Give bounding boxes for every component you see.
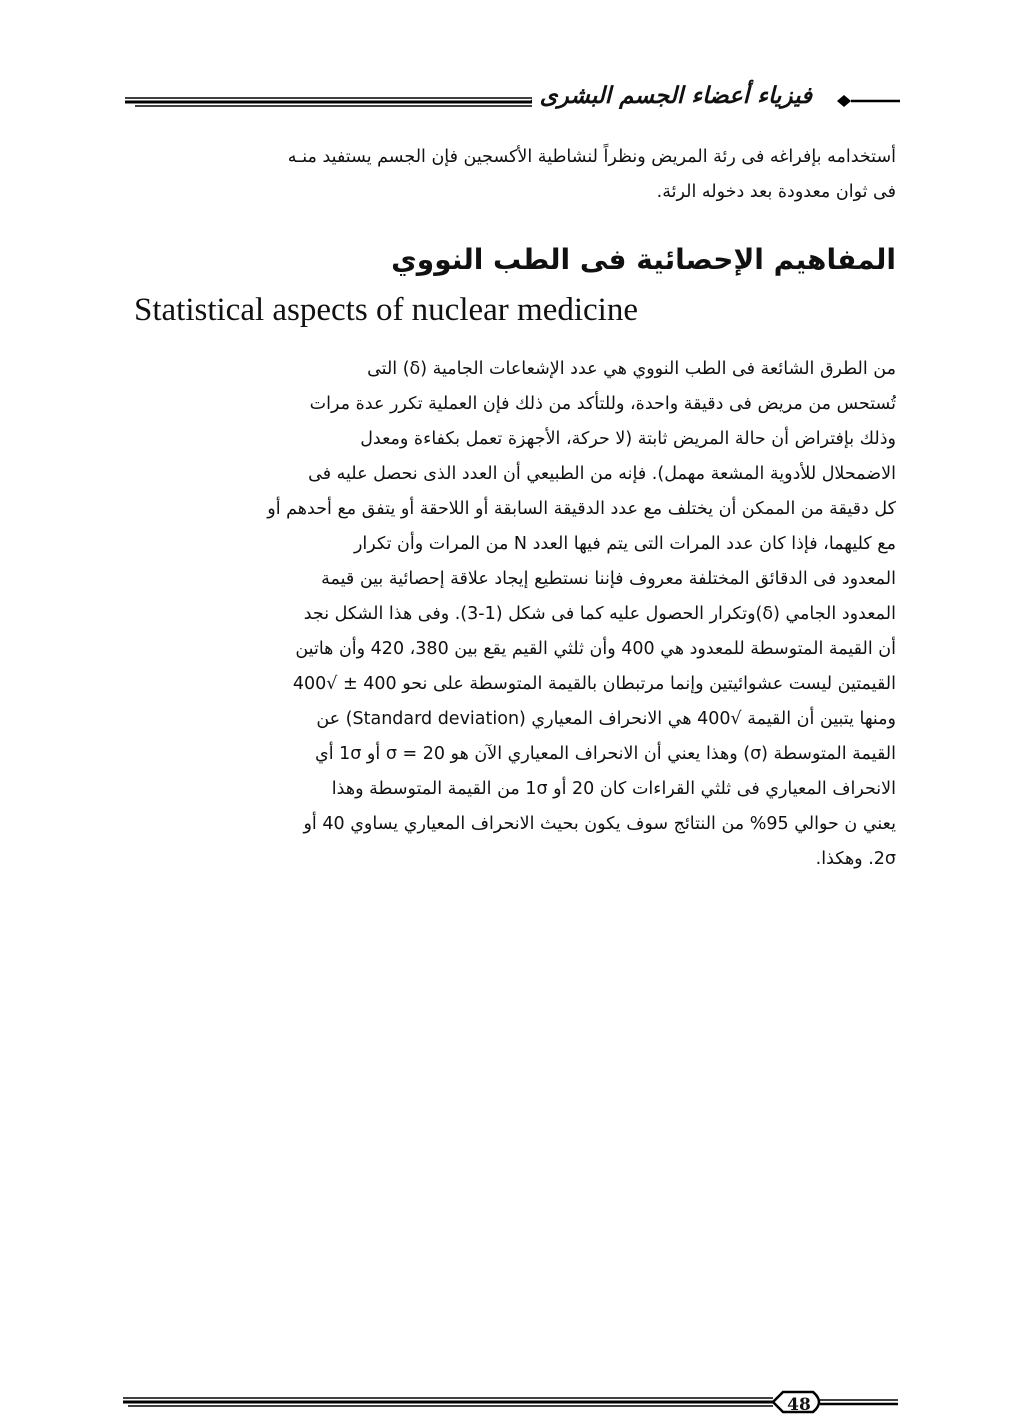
page-number: 48 [787, 1395, 811, 1415]
text-line: 2σ. وهكذا. [815, 849, 896, 869]
text-line: مع كليهما، فإذا كان عدد المرات التى يتم فيها العدد N من المرات وأن تكرار [353, 534, 896, 554]
text-line: المعدود الجامي (δ)وتكرار الحصول عليه كما فى شكل (1-3). وفى هذا الشكل نجد [303, 604, 896, 624]
text-line: وذلك بإفتراض أن حالة المريض ثابتة (لا حركة، الأجهزة تعمل بكفاءة ومعدل [360, 429, 896, 449]
intro-paragraph [128, 140, 896, 210]
text-line: الاضمحلال للأدوية المشعة مهمل). فإنه من الطبيعي أن العدد الذى نحصل عليه فى [308, 464, 896, 484]
main-paragraph [128, 352, 896, 877]
page-header [125, 78, 905, 118]
text-line: أستخدامه بإفراغه فى رئة المريض ونظراً لنشاطية الأكسجين فإن الجسم يستفيد منـه [287, 147, 896, 167]
diamond-ornament-right [837, 95, 851, 107]
text-line: من الطرق الشائعة فى الطب النووي هي عدد الإشعاعات الجامية (δ) التى [367, 359, 896, 379]
text-line: الانحراف المعياري فى ثلثي القراءات كان 20 أو 1σ من القيمة المتوسطة وهذا [331, 779, 896, 799]
text-line: ومنها يتبين أن القيمة √400 هي الانحراف المعياري (Standard deviation) عن [316, 709, 896, 729]
running-title: فيزياء أعضاء الجسم البشرى [532, 82, 820, 109]
text-line: المعدود فى الدقائق المختلفة معروف فإننا نستطيع إيجاد علاقة إحصائية بين قيمة [321, 569, 896, 589]
text-line: القيمتين ليست عشوائيتين وإنما مرتبطان بالقيمة المتوسطة على نحو 400 ± √400 [292, 674, 896, 694]
text-line: كل دقيقة من الممكن أن يختلف مع عدد الدقيقة السابقة أو اللاحقة أو يتفق مع أحدهم أو [267, 499, 896, 519]
text-line: تُستحس من مريض فى دقيقة واحدة، وللتأكد من ذلك فإن العملية تكرر عدة مرات [309, 394, 896, 414]
section-title-english: Statistical aspects of nuclear medicine [134, 292, 638, 328]
text-line: يعني ن حوالي 95% من النتائج سوف يكون بحيث الانحراف المعياري يساوي 40 أو [303, 814, 896, 834]
section-title-arabic: المفاهيم الإحصائية فى الطب النووي [391, 243, 896, 276]
text-line: فى ثوان معدودة بعد دخوله الرئة. [656, 182, 896, 202]
text-line: القيمة المتوسطة (σ) وهذا يعني أن الانحراف المعياري الآن هو σ = 20 أو 1σ أي [315, 744, 896, 764]
text-line: أن القيمة المتوسطة للمعدود هي 400 وأن ثلثي القيم يقع بين 380، 420 وأن هاتين [295, 639, 896, 659]
